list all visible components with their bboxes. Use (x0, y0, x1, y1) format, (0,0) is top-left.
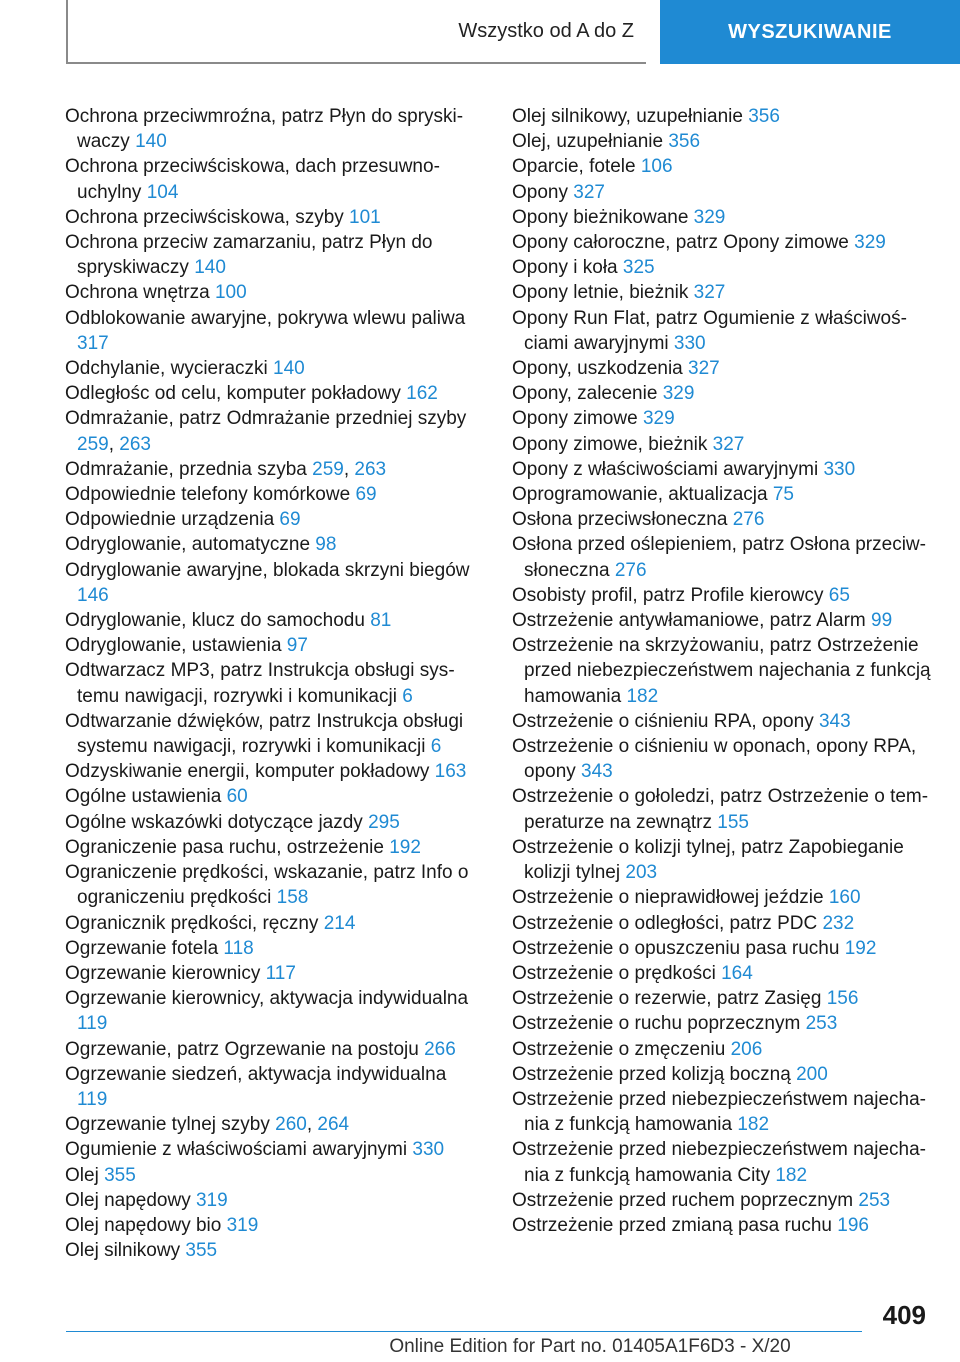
index-entry-label: Ostrzeżenie antywłamaniowe, patrz Alarm (512, 610, 872, 632)
index-entry (65, 658, 475, 708)
page-ref-separator: , (306, 1114, 318, 1136)
index-entry-label: Ograniczenie pasa ruchu, ostrzeżenie (65, 836, 390, 858)
index-entry (512, 1011, 932, 1036)
index-entry-label: Olej silnikowy, uzupełnianie (512, 106, 749, 127)
index-entry-label: Ostrzeżenie przed niebezpieczeństwem najechania z funkcją hamowania (512, 1088, 926, 1136)
index-entry (512, 835, 932, 885)
page-ref-link[interactable]: 99 (871, 610, 893, 632)
index-entry (65, 608, 475, 633)
index-entry-label: Oprogramowanie, aktualizacja (512, 484, 773, 506)
page-ref-link[interactable]: 343 (581, 761, 613, 783)
index-entry-label: Ogrzewanie siedzeń, aktywacja indywidualna (65, 1063, 447, 1085)
page-ref-link[interactable]: 192 (844, 937, 877, 959)
index-entry-label: Ostrzeżenie na skrzyżowaniu, patrz Ostrzeżenie przed niebezpieczeństwem najechania z funkcją hamowania (512, 635, 931, 707)
page-ref-link[interactable]: 69 (355, 484, 377, 506)
page-ref-link[interactable]: 329 (642, 408, 675, 430)
index-entry (512, 961, 932, 986)
index-entry (512, 936, 932, 961)
index-entry-label: Ochrona przeciw zamarzaniu, patrz Płyn do spryskiwaczy (65, 232, 433, 279)
page-ref-link[interactable]: 182 (737, 1114, 770, 1136)
page-ref-link[interactable]: 343 (818, 710, 851, 732)
index-entry (65, 507, 475, 532)
index-entry (65, 936, 475, 961)
page-ref-link[interactable]: 330 (673, 332, 706, 354)
index-entry (65, 1188, 475, 1213)
index-entry-label: Ogrzewanie kierownicy, aktywacja indywidualna (65, 988, 469, 1010)
index-entry-label: Ostrzeżenie o odległości, patrz PDC (512, 912, 823, 934)
index-entry (65, 860, 475, 910)
page-ref-link[interactable]: 140 (273, 358, 305, 380)
index-entry-label: Oparcie, fotele (512, 156, 641, 178)
page-ref-link[interactable]: 355 (185, 1240, 218, 1262)
page-ref-link[interactable]: 60 (226, 786, 248, 808)
index-entry (65, 1137, 475, 1162)
index-entry (65, 709, 475, 759)
index-entry-label: Ogranicznik prędkości, ręczny (65, 912, 324, 934)
index-entry-label: Olej napędowy (65, 1189, 196, 1211)
page-ref-link[interactable]: 200 (796, 1063, 828, 1085)
index-entry (512, 734, 932, 784)
index-entry (512, 154, 932, 179)
index-entry-label: Odmrażanie, patrz Odmrażanie przedniej szyby (65, 408, 467, 430)
index-entry (65, 532, 475, 557)
index-entry (512, 381, 932, 406)
index-entry-label: Opony (512, 181, 574, 203)
index-entry (512, 104, 932, 129)
page-ref-link[interactable]: 182 (626, 685, 659, 707)
index-entry-label: Odpowiednie urządzenia (65, 509, 280, 531)
page-ref-link[interactable]: 104 (146, 181, 179, 203)
index-entry (512, 532, 932, 582)
index-entry (512, 482, 932, 507)
index-entry-label: Ochrona przeciwściskowa, szyby (65, 206, 350, 228)
index-entry (512, 432, 932, 457)
index-entry (65, 306, 475, 356)
page-ref-link[interactable]: 260 (275, 1114, 307, 1136)
index-entry-label: Odryglowanie, klucz do samochodu (65, 610, 371, 632)
page-ref-link[interactable]: 146 (77, 584, 109, 606)
page-ref-link[interactable]: 192 (389, 836, 421, 858)
index-entry-label: Ostrzeżenie przed kolizją boczną (512, 1063, 797, 1085)
index-entry (512, 306, 932, 356)
index-entry (512, 1062, 932, 1087)
page-ref-link[interactable]: 206 (730, 1038, 763, 1060)
index-entry-label: Odryglowanie awaryjne, blokada skrzyni biegów (65, 559, 470, 581)
page-ref-link[interactable]: 182 (775, 1164, 808, 1186)
index-entry-label: Olej napędowy bio (65, 1214, 227, 1236)
index-entry (512, 356, 932, 381)
page-ref-link[interactable]: 81 (370, 610, 392, 632)
tab-a-to-z[interactable]: Wszystko od A do Z (66, 0, 646, 64)
index-entry (65, 759, 475, 784)
page-ref-link[interactable]: 100 (214, 282, 247, 304)
page-ref-separator: , (108, 433, 120, 455)
page-ref-link[interactable]: 65 (828, 584, 850, 606)
page-ref-link[interactable]: 259 (312, 458, 344, 480)
page-ref-link[interactable]: 253 (858, 1189, 891, 1211)
page-ref-link[interactable]: 329 (854, 232, 886, 254)
page-ref-link[interactable]: 327 (693, 282, 726, 304)
index-entry-label: Olej (65, 1164, 105, 1186)
page-number: 409 (882, 1300, 926, 1330)
page-ref-link[interactable]: 355 (104, 1164, 136, 1186)
index-entry (512, 280, 932, 305)
page-ref-link[interactable]: 232 (822, 912, 855, 934)
page-ref-link[interactable]: 140 (135, 131, 167, 153)
index-entry (65, 1062, 475, 1112)
index-entry (512, 1213, 932, 1238)
index-entry-label: Ostrzeżenie przed niebezpieczeństwem najechania z funkcją hamowania City (512, 1139, 926, 1186)
footer-edition: Online Edition for Part no. 01405A1F6D3 - X/20 (389, 1336, 791, 1357)
index-entry-label: Olej silnikowy (65, 1240, 186, 1262)
index-entry (512, 180, 932, 205)
index-entry (512, 885, 932, 910)
page-ref-link[interactable]: 329 (693, 206, 726, 228)
index-entry (512, 205, 932, 230)
index-entry-label: Ochrona wnętrza (65, 282, 215, 304)
index-entry (512, 1087, 932, 1137)
page-ref-link[interactable]: 101 (349, 206, 381, 228)
page-ref-link[interactable]: 196 (837, 1214, 869, 1236)
index-entry (65, 986, 475, 1036)
page-ref-separator: , (343, 458, 355, 480)
page-ref-link[interactable]: 263 (119, 433, 151, 455)
index-entry-label: Opony z właściwościami awaryjnymi (512, 458, 824, 480)
index-column-left (65, 104, 475, 1263)
page-ref-link[interactable]: 75 (772, 484, 794, 506)
index-entry-label: Olej, uzupełnianie (512, 131, 669, 153)
index-entry (512, 406, 932, 431)
index-entry-label: Ochrona przeciwmroźna, patrz Płyn do spryskiwaczy (65, 106, 464, 153)
index-entry-label: Ostrzeżenie o rezerwie, patrz Zasięg (512, 988, 827, 1010)
index-entry-label: Ostrzeżenie przed zmianą pasa ruchu (512, 1214, 838, 1236)
page-ref-link[interactable]: 6 (402, 685, 413, 707)
index-entry-label: Ogólne ustawienia (65, 786, 227, 808)
index-entry-label: Odryglowanie, automatyczne (65, 534, 316, 556)
index-entry-label: Opony letnie, bieżnik (512, 282, 694, 304)
page-ref-link[interactable]: 162 (406, 383, 438, 405)
page-ref-link[interactable]: 160 (828, 887, 861, 909)
page-ref-link[interactable]: 356 (668, 131, 701, 153)
index-entry-label: Odblokowanie awaryjne, pokrywa wlewu paliwa (65, 307, 466, 329)
page-ref-link[interactable]: 319 (226, 1214, 259, 1236)
index-entry-label: Opony całoroczne, patrz Opony zimowe (512, 232, 855, 254)
index-entry-label: Opony i koła (512, 257, 623, 279)
index-entry-label: Ostrzeżenie o prędkości (512, 962, 722, 984)
page-header (0, 0, 960, 66)
index-entry (65, 154, 475, 204)
index-entry (65, 457, 475, 482)
page-ref-link[interactable]: 259 (77, 433, 109, 455)
page-ref-link[interactable]: 119 (77, 1013, 108, 1035)
page-ref-link[interactable]: 329 (662, 383, 695, 405)
page-ref-link[interactable]: 317 (77, 332, 109, 354)
index-entry (65, 633, 475, 658)
page-ref-link[interactable]: 69 (279, 509, 301, 531)
index-entry (65, 810, 475, 835)
index-entry-label: Ostrzeżenie o gołoledzi, patrz Ostrzeżenie o temperaturze na zewnątrz (512, 786, 929, 833)
page-ref-link[interactable]: 295 (368, 811, 400, 833)
index-entry (512, 633, 932, 709)
index-entry-label: Osobisty profil, patrz Profile kierowcy (512, 584, 829, 606)
index-entry (512, 1188, 932, 1213)
index-entry (512, 709, 932, 734)
index-entry-label: Osłona przed oślepieniem, patrz Osłona przeciwsłoneczna (512, 534, 926, 581)
index-entry-label: Ogrzewanie kierownicy (65, 962, 266, 984)
index-entry (65, 205, 475, 230)
index-entry (65, 230, 475, 280)
index-entry-label: Ogumienie z właściwościami awaryjnymi (65, 1139, 413, 1161)
index-entry (65, 911, 475, 936)
index-entry-label: Ogrzewanie, patrz Ogrzewanie na postoju (65, 1038, 425, 1060)
index-entry-label: Opony bieżnikowane (512, 206, 694, 228)
index-entry (512, 583, 932, 608)
page-ref-link[interactable]: 325 (622, 257, 655, 279)
page-ref-link[interactable]: 327 (712, 433, 745, 455)
index-entry-label: Odległośc od celu, komputer pokładowy (65, 383, 407, 405)
page-ref-link[interactable]: 118 (223, 937, 254, 959)
index-entry (512, 986, 932, 1011)
index-entry-label: Opony, uszkodzenia (512, 358, 689, 380)
index-entry (65, 784, 475, 809)
index-entry (65, 381, 475, 406)
page-ref-link[interactable]: 140 (194, 257, 226, 279)
index-entry-label: Opony zimowe (512, 408, 643, 430)
page-ref-link[interactable]: 214 (323, 912, 356, 934)
page-ref-link[interactable]: 263 (354, 458, 387, 480)
page-ref-link[interactable]: 119 (77, 1088, 108, 1110)
index-entry-label: Ochrona przeciwściskowa, dach przesuwnouchylny (65, 156, 440, 203)
index-entry-label: Opony Run Flat, patrz Ogumienie z właściwościami awaryjnymi (512, 307, 907, 354)
page-ref-link[interactable]: 276 (614, 559, 647, 581)
page-ref-link[interactable]: 164 (721, 962, 753, 984)
index-entry-label: Ostrzeżenie o ciśnieniu RPA, opony (512, 710, 819, 732)
index-entry (65, 406, 475, 456)
index-entry (512, 457, 932, 482)
page-ref-link[interactable]: 203 (625, 862, 658, 884)
page-ref-link[interactable]: 327 (688, 358, 720, 380)
index-entry-label: Ogrzewanie tylnej szyby (65, 1114, 276, 1136)
index-entry-label: Ostrzeżenie przed ruchem poprzecznym (512, 1189, 859, 1211)
index-entry (512, 1137, 932, 1187)
index-entry-label: Ograniczenie prędkości, wskazanie, patrz Info o ograniczeniu prędkości (65, 862, 469, 909)
index-entry (65, 1037, 475, 1062)
index-entry-label: Ostrzeżenie o nieprawidłowej jeździe (512, 887, 829, 909)
index-entry (65, 482, 475, 507)
index-entry-label: Odzyskiwanie energii, komputer pokładowy (65, 761, 435, 783)
page-ref-link[interactable]: 264 (317, 1114, 350, 1136)
index-entry (512, 911, 932, 936)
page-ref-link[interactable]: 156 (826, 988, 859, 1010)
page-ref-link[interactable]: 97 (286, 635, 308, 657)
tab-search[interactable]: WYSZUKIWANIE (660, 0, 960, 64)
page-ref-link[interactable]: 253 (805, 1013, 838, 1035)
page-ref-link[interactable]: 319 (195, 1189, 228, 1211)
page-ref-link[interactable]: 330 (823, 458, 856, 480)
index-entry (512, 1037, 932, 1062)
index-entry (65, 1238, 475, 1263)
index-entry-label: Opony zimowe, bieżnik (512, 433, 713, 455)
page-ref-link[interactable]: 155 (717, 811, 749, 833)
index-entry (65, 961, 475, 986)
index-entry-label: Ostrzeżenie o ruchu poprzecznym (512, 1013, 806, 1035)
index-entry (65, 1112, 475, 1137)
index-entry-label: Opony, zalecenie (512, 383, 663, 405)
index-entry-label: Odryglowanie, ustawienia (65, 635, 287, 657)
index-entry-label: Osłona przeciwsłoneczna (512, 509, 733, 531)
index-entry-label: Odmrażanie, przednia szyba (65, 458, 313, 480)
page-ref-link[interactable]: 117 (265, 962, 296, 984)
page-ref-link[interactable]: 356 (748, 106, 780, 127)
page-ref-link[interactable]: 106 (640, 156, 673, 178)
index-entry-label: Ostrzeżenie o opuszczeniu pasa ruchu (512, 937, 845, 959)
index-entry (65, 280, 475, 305)
page-ref-link[interactable]: 6 (430, 736, 442, 758)
index-entry-label: Odpowiednie telefony komórkowe (65, 484, 356, 506)
index-entry-label: Ostrzeżenie o zmęczeniu (512, 1038, 731, 1060)
page-ref-link[interactable]: 158 (276, 887, 309, 909)
index-entry (65, 1163, 475, 1188)
index-entry (512, 507, 932, 532)
index-entry-label: Ogólne wskazówki dotyczące jazdy (65, 811, 369, 833)
page-ref-link[interactable]: 327 (573, 181, 605, 203)
index-entry-label: Odchylanie, wycieraczki (65, 358, 274, 380)
page-ref-link[interactable]: 163 (434, 761, 467, 783)
index-entry (512, 784, 932, 834)
index-column-right (512, 104, 932, 1238)
index-entry (512, 230, 932, 255)
index-entry (512, 608, 932, 633)
index-entry (65, 558, 475, 608)
page-ref-link[interactable]: 276 (732, 509, 765, 531)
index-entry (65, 835, 475, 860)
index-entry (65, 104, 475, 154)
page-ref-link[interactable]: 266 (424, 1038, 456, 1060)
index-entry-label: Ogrzewanie fotela (65, 937, 224, 959)
index-entry (65, 1213, 475, 1238)
index-entry-label: Odtwarzanie dźwięków, patrz Instrukcja obsługi systemu nawigacji, rozrywki i komunikacji (65, 710, 464, 758)
page-ref-link[interactable]: 98 (315, 534, 337, 556)
page-ref-link[interactable]: 330 (412, 1139, 445, 1161)
index-entry-label: Ostrzeżenie o ciśnieniu w oponach, opony RPA, opony (512, 736, 917, 783)
index-entry-label: Odtwarzacz MP3, patrz Instrukcja obsługi systemu nawigacji, rozrywki i komunikacji (65, 660, 455, 707)
index-entry (512, 129, 932, 154)
index-entry-label: Ostrzeżenie o kolizji tylnej, patrz Zapobieganie kolizji tylnej (512, 836, 904, 884)
index-entry (65, 356, 475, 381)
index-entry (512, 255, 932, 280)
footer-divider (66, 1331, 862, 1332)
